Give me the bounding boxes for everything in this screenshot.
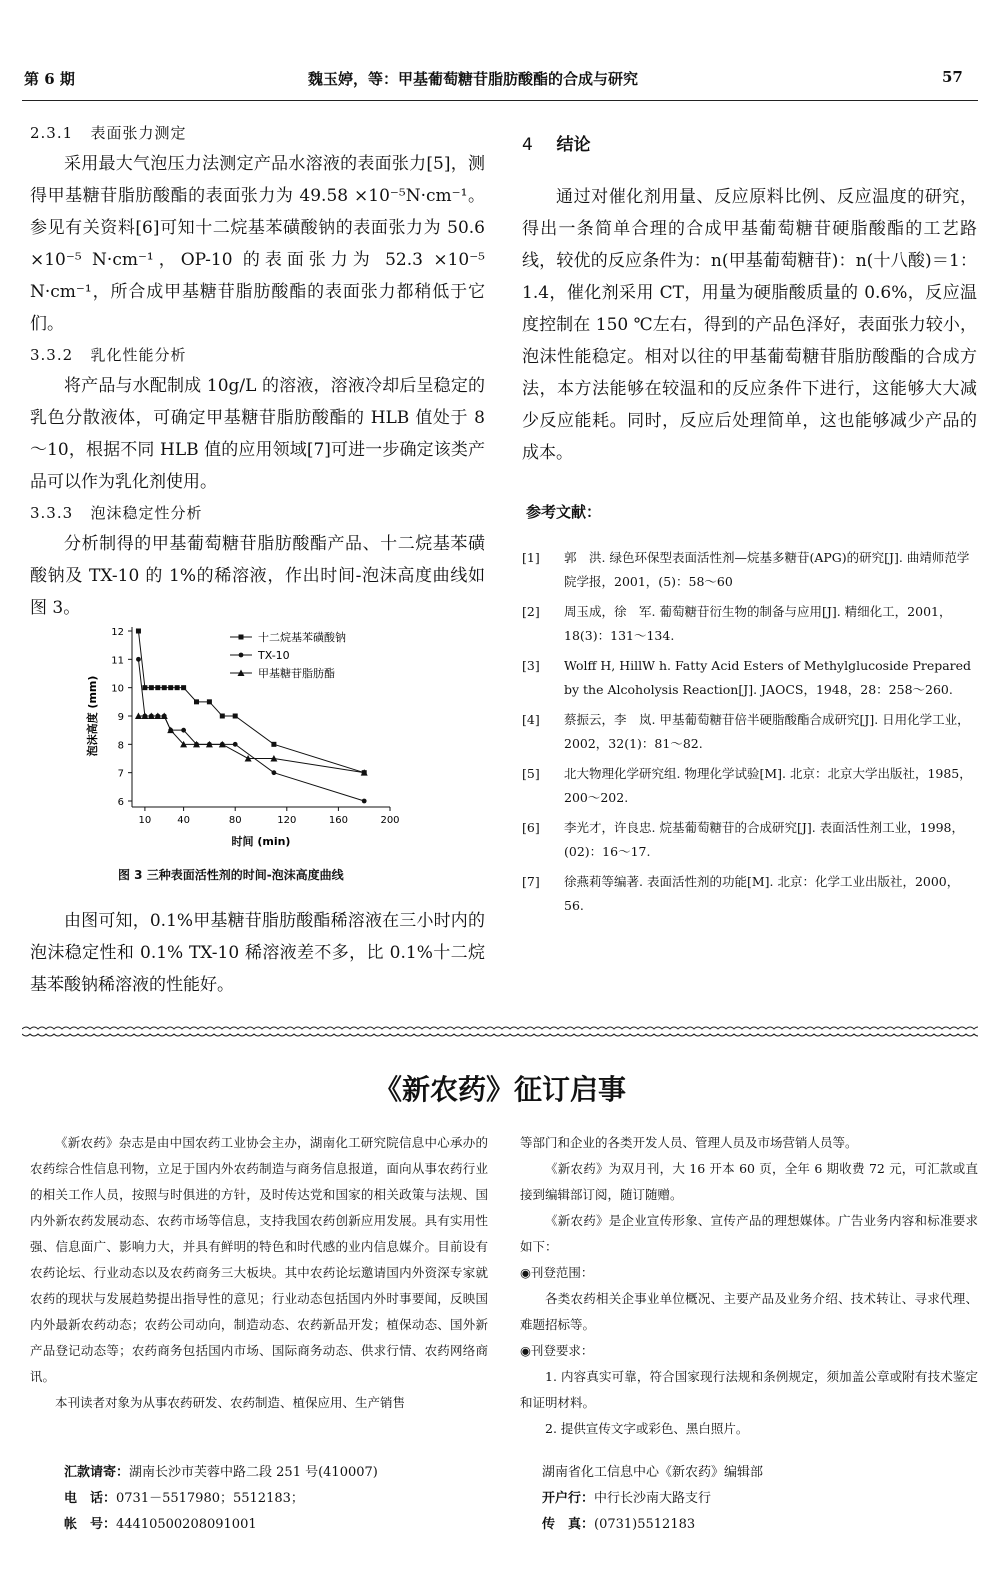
- phone-line: [64, 1486, 484, 1512]
- x-tick-label: 160: [328, 815, 348, 826]
- notice-readers-continued: 等部门和企业的各类开发人员、管理人员及市场营销人员等。: [520, 1135, 858, 1150]
- footer-right: [542, 1460, 962, 1538]
- notice-readers-paragraph: 本刊读者对象为从事农药研发、农药制造、植保应用、生产销售: [55, 1395, 406, 1410]
- bank-label: 开户行：: [542, 1491, 595, 1506]
- section-number: 3.3.2: [30, 346, 74, 364]
- emulsion-paragraph: 将产品与水配制成 10g/L 的溶液，溶液冷却后呈稳定的乳色分散液体，可确定甲基糖苷脂肪酸酯的 HLB 值处于 8～10，根据不同 HLB 值的应用领域[7]可进一步确定该类产品可以作为乳化剂使用。: [30, 376, 485, 492]
- series-1: [136, 629, 367, 776]
- legend-item: [230, 630, 346, 644]
- foam-paragraph: 分析制得的甲基葡萄糖苷脂肪酸酯产品、十二烷基苯磺酸钠及 TX-10 的 1%的稀溶液，作出时间-泡沫高度曲线如图 3。: [30, 534, 485, 618]
- references-title: 参考文献：: [526, 503, 602, 521]
- conclusion-heading: [522, 130, 977, 155]
- fax-value: (0731)5512183: [594, 1517, 696, 1532]
- reference-text: 李光才，许良忠. 烷基葡萄糖苷的合成研究[J]. 表面活性剂工业，1998，(02)：16～17.: [564, 820, 964, 859]
- data-point: [233, 714, 238, 719]
- data-point: [239, 635, 244, 640]
- x-axis-label: 时间 (min): [231, 835, 291, 848]
- legend-label: 十二烷基苯磺酸钠: [258, 631, 346, 644]
- notice-subscription-paragraph: 《新农药》为双月刊，大 16 开本 60 页，全年 6 期收费 72 元，可汇款或直接到编辑部订阅，随订随赠。: [520, 1161, 978, 1202]
- y-tick-label: 10: [111, 683, 124, 695]
- section-title: 乳化性能分析: [90, 346, 187, 364]
- data-point: [155, 685, 160, 690]
- section-title: 结论: [556, 135, 591, 155]
- reference-number: [5]: [522, 766, 540, 781]
- series-line: [138, 631, 364, 773]
- bank-line: [542, 1486, 962, 1512]
- reference-text: Wolff H, HillW h. Fatty Acid Esters of Methylglucoside Prepared by the Alcoholysis Reaction[J]. JAOCS，1948，28：258～260.: [564, 658, 972, 697]
- scope-text: 各类农药相关企事业单位概况、主要产品及业务介绍、技术转让、寻求代理、难题招标等。: [520, 1291, 978, 1332]
- requirements-heading: ◉刊登要求：: [520, 1343, 594, 1358]
- conclusion-paragraph: 通过对催化剂用量、反应原料比例、反应温度的研究，得出一条简单合理的合成甲基葡萄糖苷硬脂酸酯的工艺路线，较优的反应条件为：n(甲基葡萄糖苷)：n(十八酸)＝1：1.4，催化剂采用 CT，用量为硬脂酸质量的 0.6%，反应温度控制在 150 ℃左右，得到的产品色泽好，表面张力较小，泡沫性能稳定。相对以往的甲基葡萄糖苷脂肪酸酯的合成方法，本方法能够在较温和的反应条件下进行，这能够大大减少反应能耗。同时，反应后处理简单，这也能够减少产品的成本。: [522, 187, 977, 463]
- y-tick-label: 7: [117, 768, 124, 780]
- reference-item: [522, 870, 977, 918]
- footer-left: [64, 1460, 484, 1538]
- data-point: [142, 685, 147, 690]
- notice-title: 《新农药》征订启事: [373, 1073, 626, 1106]
- x-tick-label: 120: [277, 815, 297, 826]
- bank-value: 中行长沙南大路支行: [594, 1491, 712, 1506]
- running-title: 魏玉婷，等：甲基葡萄糖苷脂肪酸酯的合成与研究: [308, 70, 639, 88]
- y-tick-label: 11: [111, 655, 124, 667]
- requirement-1: 1. 内容真实可靠，符合国家现行法规和条例规定，须加盖公章或附有技术鉴定和证明材料。: [520, 1369, 978, 1410]
- requirement-2: 2. 提供宣传文字或彩色、黑白照片。: [545, 1421, 749, 1436]
- data-point: [181, 685, 186, 690]
- section-number: 3.3.3: [30, 504, 74, 522]
- reference-item: [522, 708, 977, 756]
- section-number: 4: [522, 135, 533, 155]
- data-point: [194, 699, 199, 704]
- remit-value: 湖南长沙市芙蓉中路二段 251 号(410007): [129, 1465, 378, 1480]
- data-point: [220, 714, 225, 719]
- reference-item: [522, 762, 977, 810]
- x-tick-label: 200: [380, 815, 400, 826]
- references-list: [522, 546, 977, 918]
- data-point: [136, 629, 141, 634]
- left-column: [30, 118, 485, 624]
- account-line: [64, 1512, 484, 1538]
- y-tick-label: 8: [117, 740, 124, 752]
- right-column: [522, 130, 977, 924]
- reference-number: [2]: [522, 604, 540, 619]
- series-line: [138, 716, 364, 773]
- x-tick-label: 10: [138, 815, 152, 826]
- surface-tension-paragraph: 采用最大气泡压力法测定产品水溶液的表面张力[5]，测得甲基糖苷脂肪酸酯的表面张力为 49.58 ×10⁻⁵N·cm⁻¹。参见有关资料[6]可知十二烷基苯磺酸钠的表面张力为 50.6 ×10⁻⁵ N·cm⁻¹，OP-10 的表面张力为 52.3 ×10⁻⁵ N·cm⁻¹，所合成甲基糖苷脂肪酸酯的表面张力都稍低于它们。: [30, 154, 485, 334]
- fax-label: 传 真：: [542, 1517, 595, 1532]
- figure-discussion: [30, 905, 485, 1001]
- legend-item: [230, 666, 335, 680]
- reference-text: 蔡振云，李 岚. 甲基葡萄糖苷倍半硬脂酸酯合成研究[J]. 日用化学工业，2002，32(1)：81～82.: [564, 712, 970, 751]
- reference-number: [6]: [522, 820, 540, 835]
- issue-number: 第 6 期: [24, 70, 75, 88]
- data-point: [207, 699, 212, 704]
- figure-discussion-paragraph: 由图可知，0.1%甲基糖苷脂肪酸酯稀溶液在三小时内的泡沫稳定性和 0.1% TX-10 稀溶液差不多，比 0.1%十二烷基苯酸钠稀溶液的性能好。: [30, 911, 485, 995]
- reference-item: [522, 546, 977, 594]
- legend-label: 甲基糖苷脂肪酯: [258, 667, 335, 680]
- data-point: [272, 770, 277, 775]
- notice-intro-paragraph: 《新农药》杂志是由中国农药工业协会主办，湖南化工研究院信息中心承办的农药综合性信息刊物，立足于国内外农药制造与商务信息报道，面向从事农药行业的相关工作人员，按照与时俱进的方针，及时传达党和国家的相关政策与法规、国内外新农药发展动态、农药市场等信息，支持我国农药创新应用发展。具有实用性强、信息面广、影响力大，并具有鲜明的特色和时代感的业内信息媒介。目前设有农药论坛、行业动态以及农药商务三大板块。其中农药论坛邀请国内外资深专家就农药的现状与发展趋势提出指导性的意见；行业动态包括国内外时事要闻，反映国内外最新农药动态；农药公司动向，制造动态、农药新品开发；植保动态、国外新产品登记动态等；农药商务包括国内市场、国际商务动态、供求行情、农药网络商讯。: [30, 1135, 488, 1384]
- notice-advertising-paragraph: 《新农药》是企业宣传形象、宣传产品的理想媒体。广告业务内容和标准要求如下：: [520, 1213, 978, 1254]
- remit-label: 汇款请寄：: [64, 1465, 130, 1480]
- data-point: [239, 653, 244, 658]
- data-point: [181, 728, 186, 733]
- fax-line: [542, 1512, 962, 1538]
- page-number: 57: [942, 68, 963, 86]
- reference-number: [7]: [522, 874, 540, 889]
- reference-item: [522, 816, 977, 864]
- account-value: 44410500208091001: [116, 1517, 257, 1532]
- y-tick-label: 6: [117, 797, 124, 808]
- reference-item: [522, 600, 977, 648]
- reference-number: [3]: [522, 658, 540, 673]
- notice-right-column: [520, 1130, 978, 1442]
- x-tick-label: 40: [177, 815, 190, 826]
- section-3-3-3-heading: [30, 498, 485, 528]
- y-tick-label: 12: [111, 627, 124, 638]
- reference-item: [522, 654, 977, 702]
- section-title: 表面张力测定: [90, 124, 187, 142]
- data-point: [233, 742, 238, 747]
- remit-address: [64, 1460, 484, 1486]
- reference-number: [4]: [522, 712, 540, 727]
- foam-height-chart: [80, 615, 410, 865]
- y-axis-label: 泡沫高度 (mm): [86, 675, 99, 757]
- wavy-divider: [22, 1024, 978, 1040]
- series-3: [135, 713, 368, 776]
- reference-text: 郭 洪. 绿色环保型表面活性剂—烷基多糖苷(APG)的研究[J]. 曲靖师范学院学报，2001，(5)：58～60: [564, 550, 970, 589]
- reference-number: [1]: [522, 550, 540, 565]
- data-point: [168, 685, 173, 690]
- x-tick-label: 80: [228, 815, 242, 826]
- section-2-3-1-heading: [30, 118, 485, 148]
- header-rule: [22, 100, 978, 101]
- data-point: [136, 657, 141, 662]
- data-point: [162, 685, 167, 690]
- legend-item: [230, 649, 290, 662]
- phone-label: 电 话：: [64, 1491, 117, 1506]
- legend-label: TX-10: [258, 649, 290, 662]
- data-point: [175, 685, 180, 690]
- scope-heading: ◉刊登范围：: [520, 1265, 594, 1280]
- data-point: [362, 799, 367, 804]
- figure-caption: 图 3 三种表面活性剂的时间-泡沫高度曲线: [118, 868, 344, 882]
- section-number: 2.3.1: [30, 124, 74, 142]
- account-label: 帐 号：: [64, 1517, 117, 1532]
- editorial-office: 湖南省化工信息中心《新农药》编辑部: [542, 1465, 764, 1480]
- section-3-3-2-heading: [30, 340, 485, 370]
- notice-left-column: [30, 1130, 488, 1416]
- section-title: 泡沫稳定性分析: [90, 504, 203, 522]
- reference-text: 徐燕莉等编著. 表面活性剂的功能[M]. 北京：化学工业出版社，2000，56.: [564, 874, 960, 913]
- y-tick-label: 9: [117, 712, 124, 723]
- data-point: [149, 685, 154, 690]
- data-point: [271, 742, 276, 747]
- reference-text: 北大物理化学研究组. 物理化学试验[M]. 北京：北京大学出版社，1985，200～202.: [564, 766, 972, 805]
- phone-value: 0731－5517980；5512183；: [116, 1491, 304, 1506]
- reference-text: 周玉成，徐 军. 葡萄糖苷衍生物的制备与应用[J]. 精细化工，2001，18(3)：131～134.: [564, 604, 952, 643]
